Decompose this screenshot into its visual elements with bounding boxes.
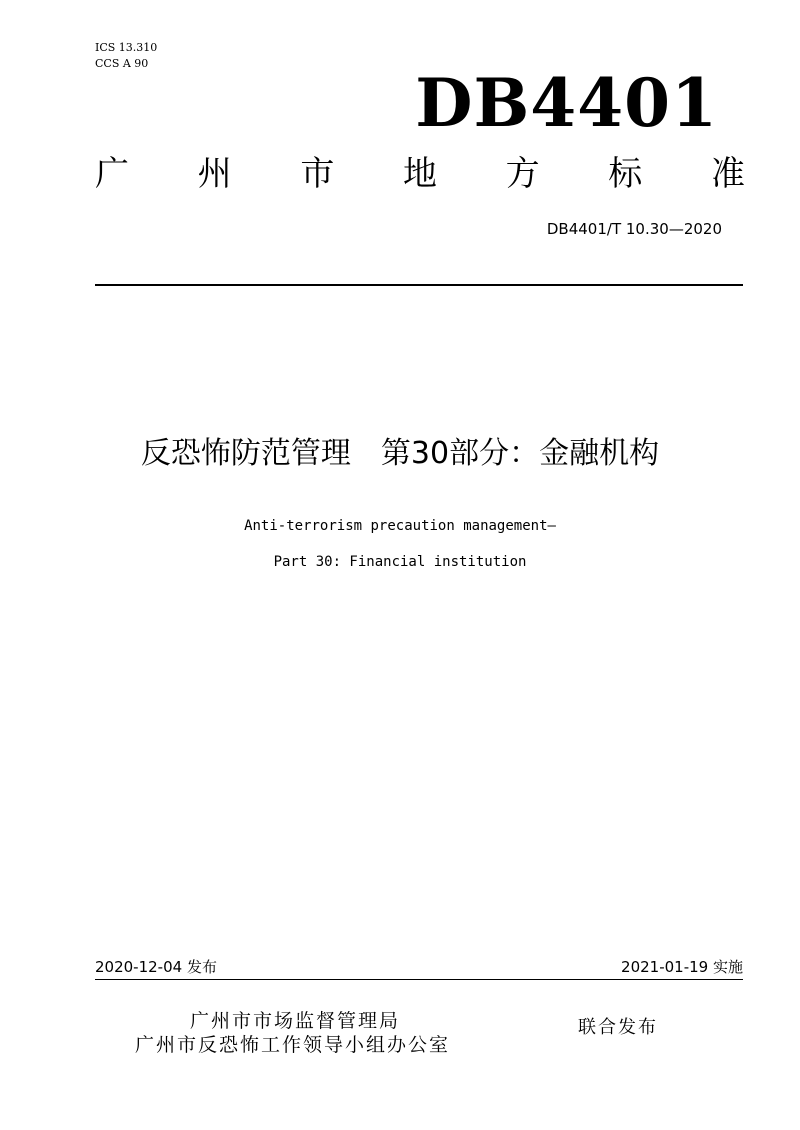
standard-type-char: 准 [710,154,745,194]
implement-date: 2021-01-19 实施 [621,958,743,976]
standard-type-char: 州 [197,154,232,194]
issuer-line-2: 广州市反恐怖工作领导小组办公室 [135,1034,451,1056]
standard-logo: DB4401 [415,64,718,142]
issuer-line-1: 广州市市场监督管理局 [190,1010,401,1032]
ccs-code: CCS A 90 [95,57,149,70]
standard-type-char: 标 [608,154,643,194]
ics-code: ICS 13.310 [95,41,158,54]
publish-date: 2020-12-04 发布 [95,958,217,976]
standard-number: DB4401/T 10.30—2020 [546,220,722,238]
standard-type-heading [95,152,745,196]
document-title-en-line-2: Part 30: Financial institution [273,554,527,570]
header-divider [95,284,743,286]
footer-divider [95,979,743,980]
standard-type-char: 地 [402,154,437,194]
document-title-zh: 反恐怖防范管理 第30部分：金融机构 [140,436,660,471]
joint-release-label: 联合发布 [578,1017,658,1038]
standard-type-char: 方 [505,154,540,194]
document-title-en-line-1: Anti-terrorism precaution management— [244,518,556,534]
standard-type-char: 市 [300,154,335,194]
standard-type-char: 广 [95,154,129,194]
